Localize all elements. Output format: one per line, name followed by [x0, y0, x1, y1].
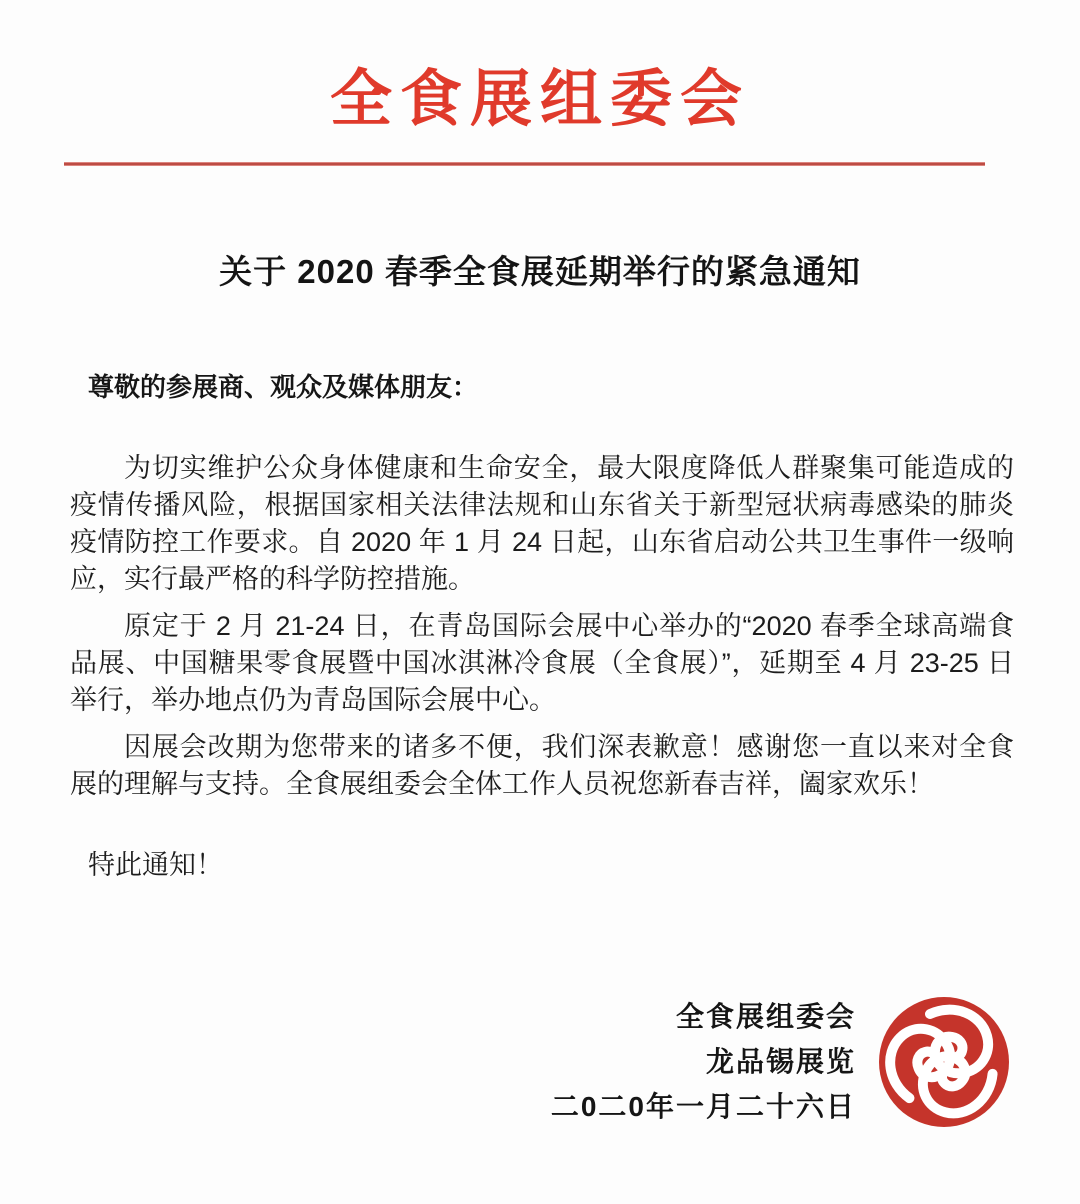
signature-company: 龙品锡展览	[705, 1046, 856, 1078]
header-divider	[64, 162, 985, 166]
dragon-swirl-logo-icon	[878, 996, 1010, 1128]
signature-lines	[551, 994, 856, 1129]
closing-statement: 特此通知！	[88, 850, 223, 881]
notice-body	[0, 367, 1080, 882]
paragraph-postponement-dates: 原定于 2 月 21-24 日，在青岛国际会展中心举办的“2020 春季全球高端食品展、中国糖果零食展暨中国冰淇淋冷食展（全食展）”，延期至 4 月 23-25 日举行，举办地点仍为青岛国际会展中心。	[70, 611, 1014, 716]
signature-org: 全食展组委会	[675, 1001, 856, 1033]
paragraph-apology: 因展会改期为您带来的诸多不便，我们深表歉意！感谢您一直以来对全食展的理解与支持。全食展组委会全体工作人员祝您新春吉祥，阖家欢乐！	[70, 732, 1014, 800]
salutation: 尊敬的参展商、观众及媒体朋友：	[88, 372, 479, 403]
signature-block	[0, 994, 1080, 1129]
org-header-title: 全食展组委会	[329, 65, 750, 134]
paragraph-epidemic-measures: 为切实维护公众身体健康和生命安全，最大限度降低人群聚集可能造成的疫情传播风险，根据国家相关法律法规和山东省关于新型冠状病毒感染的肺炎疫情防控工作要求。自 2020 年 1 月 24 日起，山东省启动公共卫生事件一级响应，实行最严格的科学防控措施。	[70, 453, 1014, 595]
signature-date: 二0二0年一月二十六日	[550, 1091, 856, 1123]
notice-title: 关于 2020 春季全食展延期举行的紧急通知	[219, 253, 861, 291]
